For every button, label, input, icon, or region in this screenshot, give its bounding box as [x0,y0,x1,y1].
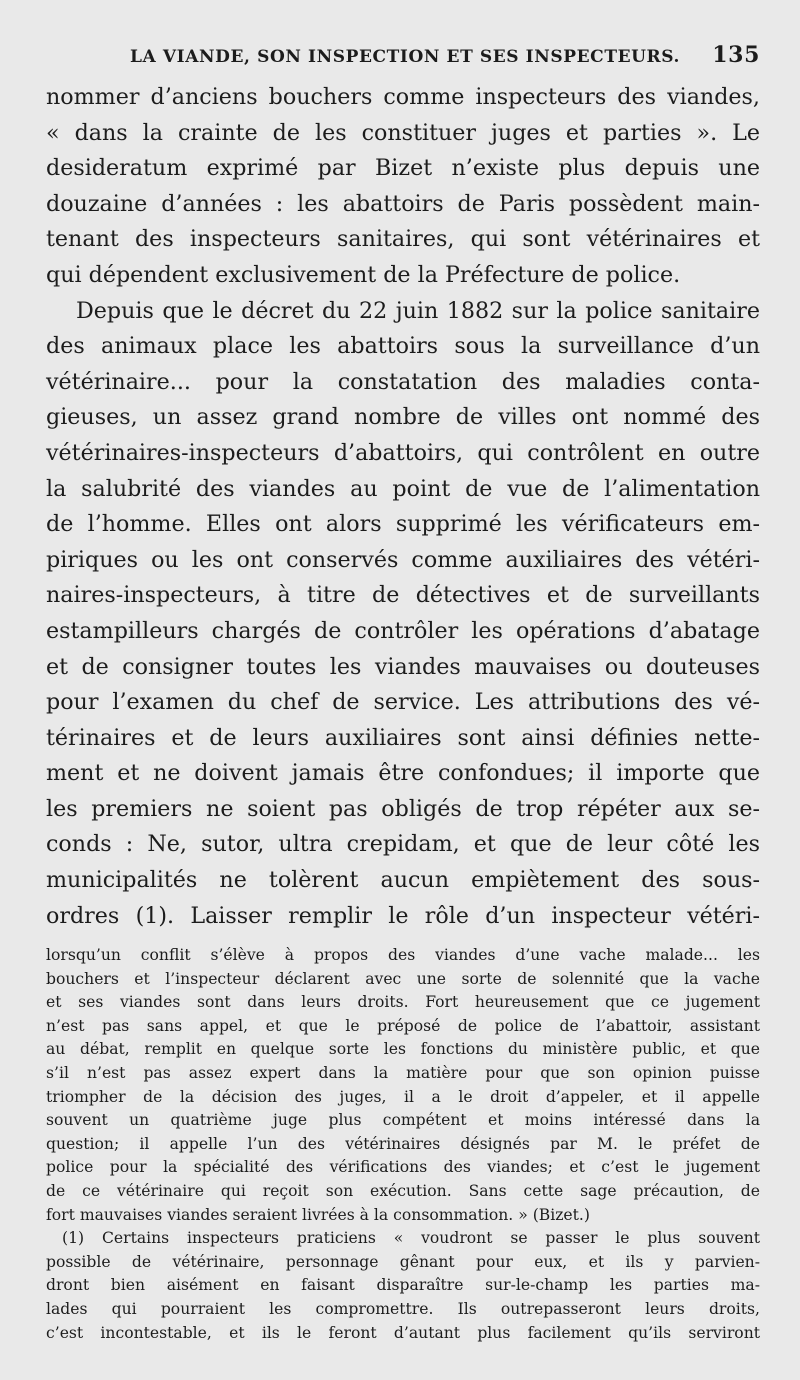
text-line: municipalités ne tolèrent aucun empiètement des sous- [46,867,760,894]
footnote-line: de ce vétérinaire qui reçoit son exécution. Sans cette sage précaution, de [46,1181,760,1200]
footnote-line: au débat, remplit en quelque sorte les fonctions du ministère public, et que [46,1040,760,1059]
footnote-line: c’est incontestable, et ils le feront d’autant plus facilement qu’ils serviront [46,1323,760,1342]
text-line: térinaires et de leurs auxiliaires sont ainsi définies nette- [46,724,760,751]
text-line: ordres (1). Laisser remplir le rôle d’un inspecteur vétéri- [46,902,760,929]
text-line: conds : Ne, sutor, ultra crepidam, et que de leur côté les [46,831,760,858]
text-line: piriques ou les ont conservés comme auxiliaires des vétéri- [46,546,760,573]
running-head [46,42,760,68]
text-line: « dans la crainte de les constituer juges et parties ». Le [46,119,760,146]
text-line: et de consigner toutes les viandes mauvaises ou douteuses [46,653,760,680]
footnote-line: n’est pas sans appel, et que le préposé de police de l’abattoir, assistant [46,1016,760,1035]
text-line: estampilleurs chargés de contrôler les opérations d’abatage [46,617,760,644]
text-line: la salubrité des viandes au point de vue de l’alimentation [46,475,760,502]
footnote-line: triompher de la décision des juges, il a le droit d’appeler, et il appelle [46,1087,760,1106]
text-line: des animaux place les abattoirs sous la surveillance d’un [46,333,760,360]
text-line: les premiers ne soient pas obligés de trop répéter aux se- [46,795,760,822]
running-title: LA VIANDE, SON INSPECTION ET SES INSPECTEURS. [130,47,681,67]
text-line: naires-inspecteurs, à titre de détectives et de surveillants [46,582,760,609]
footnote-line: (1) Certains inspecteurs praticiens « voudront se passer le plus souvent [62,1229,760,1248]
footnotes [46,944,760,1345]
text-line: Depuis que le décret du 22 juin 1882 sur la police sanitaire [76,297,760,324]
text-line: de l’homme. Elles ont alors supprimé les vérificateurs em- [46,511,760,538]
text-line: vétérinaires-inspecteurs d’abattoirs, qui contrôlent en outre [46,439,760,466]
text-line: tenant des inspecteurs sanitaires, qui sont vétérinaires et [46,226,760,253]
footnote-line: lorsqu’un conflit s’élève à propos des viandes d’une vache malade... les [46,946,760,964]
footnote-line: bouchers et l’inspecteur déclarent avec une sorte de solennité que la vache [46,969,760,988]
footnote-line: dront bien aisément en faisant disparaître sur-le-champ les parties ma- [46,1276,760,1295]
footnote-line: question; il appelle l’un des vétérinaires désignés par M. le préfet de [46,1134,760,1153]
text-line: douzaine d’années : les abattoirs de Paris possèdent main- [46,190,760,217]
text-line: gieuses, un assez grand nombre de villes ont nommé des [46,404,760,431]
footnote-line: lades qui pourraient les compromettre. Ils outrepasseront leurs droits, [46,1299,760,1318]
footnote-line: police pour la spécialité des vérifications des viandes; et c’est le jugement [46,1158,760,1177]
text-line: vétérinaire... pour la constatation des maladies conta- [46,368,760,395]
text-line: pour l’examen du chef de service. Les attributions des vé- [46,689,760,716]
text-line: desideratum exprimé par Bizet n’existe plus depuis une [46,155,760,182]
footnote-line: et ses viandes sont dans leurs droits. Fort heureusement que ce jugement [46,993,760,1012]
footnote-line: s’il n’est pas assez expert dans la matière pour que son opinion puisse [46,1063,760,1082]
footnote-line: possible de vétérinaire, personnage gênant pour eux, et ils y parvien- [46,1252,760,1271]
text-line: ment et ne doivent jamais être confondues; il importe que [46,760,760,787]
text-line: nommer d’anciens bouchers comme inspecteurs des viandes, [46,84,760,110]
footnote-line: souvent un quatrième juge plus compétent et moins intéressé dans la [46,1111,760,1130]
text-line: qui dépendent exclusivement de la Préfecture de police. [46,261,681,288]
main-text [46,80,760,934]
page-number: 135 [712,42,760,68]
footnote-line: fort mauvaises viandes seraient livrées à la consommation. » (Bizet.) [46,1205,590,1224]
